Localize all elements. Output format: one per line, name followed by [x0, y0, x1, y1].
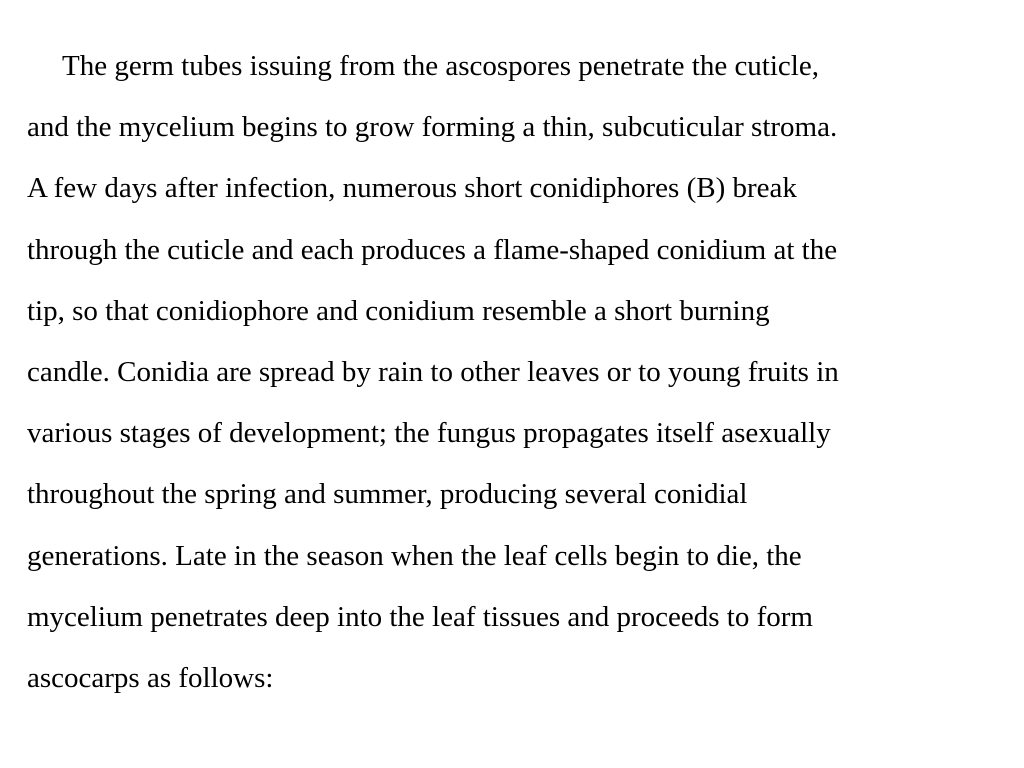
- paragraph-line: candle. Conidia are spread by rain to other leaves or to young fruits in: [27, 355, 839, 388]
- paragraph-line: mycelium penetrates deep into the leaf tissues and proceeds to form: [27, 600, 813, 633]
- paragraph-line: throughout the spring and summer, producing several conidial: [27, 478, 748, 511]
- paragraph-line: The germ tubes issuing from the ascospores penetrate the cuticle,: [62, 50, 819, 82]
- paragraph-line: ascocarps as follows:: [27, 661, 274, 694]
- paragraph-line: various stages of development; the fungus propagates itself asexually: [27, 417, 831, 450]
- paragraph-line: through the cuticle and each produces a flame-shaped conidium at the: [27, 233, 838, 266]
- paragraph-line: tip, so that conidiophore and conidium resemble a short burning: [27, 294, 770, 327]
- paragraph-line: and the mycelium begins to grow forming a thin, subcuticular stroma.: [27, 111, 838, 144]
- paragraph-line: A few days after infection, numerous short conidiphores (B) break: [27, 172, 797, 205]
- body-paragraph: [27, 36, 999, 709]
- paragraph-line: generations. Late in the season when the leaf cells begin to die, the: [27, 539, 802, 572]
